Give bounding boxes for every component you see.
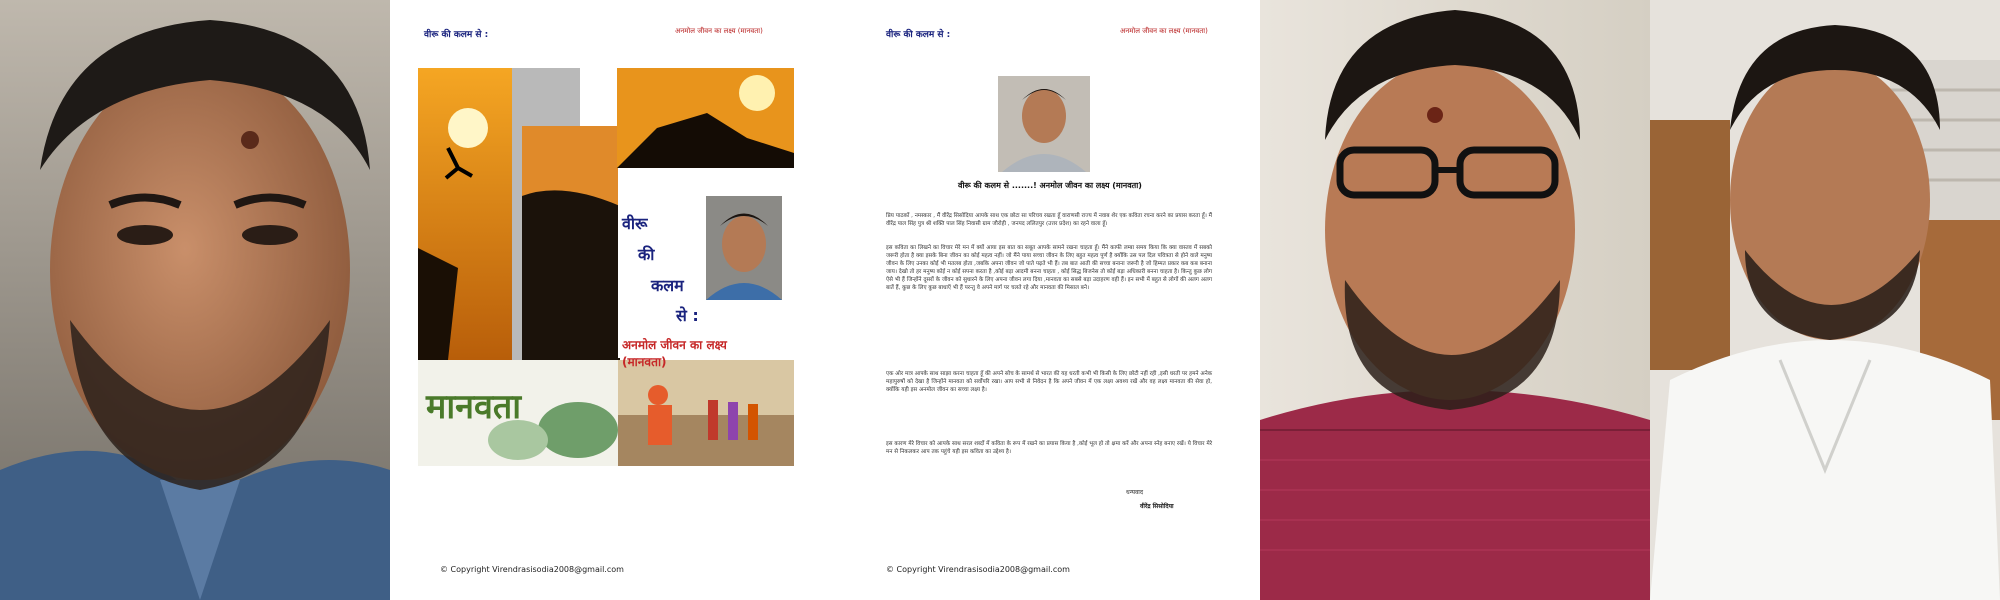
cover-title-line-2: की	[638, 245, 655, 264]
author-portrait	[706, 196, 782, 300]
page-footer: © Copyright Virendrasisodia2008@gmail.com	[886, 565, 1070, 574]
article-paragraph-4: इस कारण मेरे विचार को आपके साथ सरल शब्दों में कविता के रूप में रखने का प्रयास किया है ,कोई भूल हो तो क्षमा करें और अपना स्नेह बनाए रखें। ये विचार मेरे मन से निकलकर आप तक पहुंचे यही इस कविता का उद्देश्य है।	[886, 441, 1212, 455]
article-author-photo	[998, 76, 1090, 172]
sunset-runner-image	[418, 68, 512, 360]
manavta-text: मानवता	[426, 387, 522, 427]
article-title: वीरू की कलम से .......! अनमोल जीवन का लक्ष्य (मानवता)	[958, 181, 1142, 190]
page-header-right: अनमोल जीवन का लक्ष्य (मानवता)	[675, 27, 763, 35]
page-footer: © Copyright Virendrasisodia2008@gmail.com	[440, 565, 624, 574]
photo-man-white-shirt	[1650, 0, 2000, 600]
thanks-text: धन्यवाद	[1126, 489, 1144, 496]
cover-subtitle-paren: (मानवता)	[622, 355, 667, 369]
article-paragraph-3: एक ओर मात्र आपके साथ साझा करना चाहता हूँ की अपने सोच के सामर्थ से भारत की यह धरती कभी भी किसी के लिए छोटी नहीं रही ,इसी धरती पर हमने अनेक महापुरुषों को देखा है जिन्होंने मानवता को सर्वोपरि रखा। आप सभी से निवेदन है कि अपने जीवन में एक लक्ष्य अवश्य रखें और वह लक्ष्य मानवता की सेवा हो, क्योंकि यही इस अनमोल जीवन का सच्चा लक्ष्य है।	[886, 371, 1212, 393]
photo-man-glasses	[1260, 0, 1650, 600]
article-paragraph-2: इस कविता का लिखने का विचार मेरे मन में क्यों आया इस बात का सबूत आपके सामने रखना चाहता हूँ। मैंने काफी लम्बा समय किया कि क्या वास्तव में सबको जरूरी होता है क्या इसके बिना जीवन का कोई महत्व नहीं। जो मैंने पाया सच्चा जीवन के लिए बहुत महत्व पूर्ण है क्योंकि उस पल दिल पवित्रता से होने वाले मनुष्य जीवन के लिए उनका कोई भी मतलब होता ,जबकि अपना जीवन जो पाते पढ़ते भी हैं। तब बात आती की सच्चा बनाना जरूरी है जो हिम्मत प्रकार कब कब बनाना जाय। देखो तो हर मनुष्य कोई न कोई सपना करता है ,कोई बड़ा आदमी बनना चाहता , कोई सिद्ध बिजनेस तो कोई बड़ा अधिकारी बनना चाहता है। किन्तु कुछ लोग ऐसे भी हैं जिन्होंने दूसरों के जीवन को सुधारने के लिए अपना जीवन लगा दिया ,मानवता का सबसे बड़ा उदाहरण वही हैं। इन सभी में बहुत से लोगों की अलग अलग बातें हैं, कुछ के लिए कुछ बाधाएँ भी हैं परन्तु वे अपने मार्ग पर चलते रहे और मानवता की मिसाल बने।	[886, 245, 1212, 291]
cover-title-line-4: से :	[676, 306, 699, 325]
crowd-image	[618, 360, 794, 466]
cover-title-line-3: कलम	[651, 276, 684, 295]
page-header-left: वीरू की कलम से :	[424, 30, 489, 40]
photo-man-denim	[0, 0, 390, 600]
page-header-left: वीरू की कलम से :	[886, 30, 951, 40]
cover-title-line-1: वीरू	[622, 214, 648, 233]
page-header-right: अनमोल जीवन का लक्ष्य (मानवता)	[1120, 27, 1208, 35]
climbers-image	[617, 68, 794, 168]
cliff-image	[522, 126, 620, 360]
cover-subtitle: अनमोल जीवन का लक्ष्य	[622, 338, 727, 352]
signature-text: वीरेंद्र सिसोदिया	[1140, 503, 1174, 510]
article-paragraph-1: प्रिय पाठकों , नमस्कार , मैं वीरेंद्र सिसोदिया आपके साथ एक छोटा सा परिचय रखता हूँ वाराणसी राज्य में नवाब शेर एक कविता रचना करने का प्रयास करता हूँ। मैं वीरेंद्र पाल सिंह पुत्र श्री शक्ति पाल सिंह निवासी ग्राम जौरोही , जनपद ललितपुर (उत्तर प्रदेश) का रहने वाला हूँ।	[886, 213, 1212, 227]
